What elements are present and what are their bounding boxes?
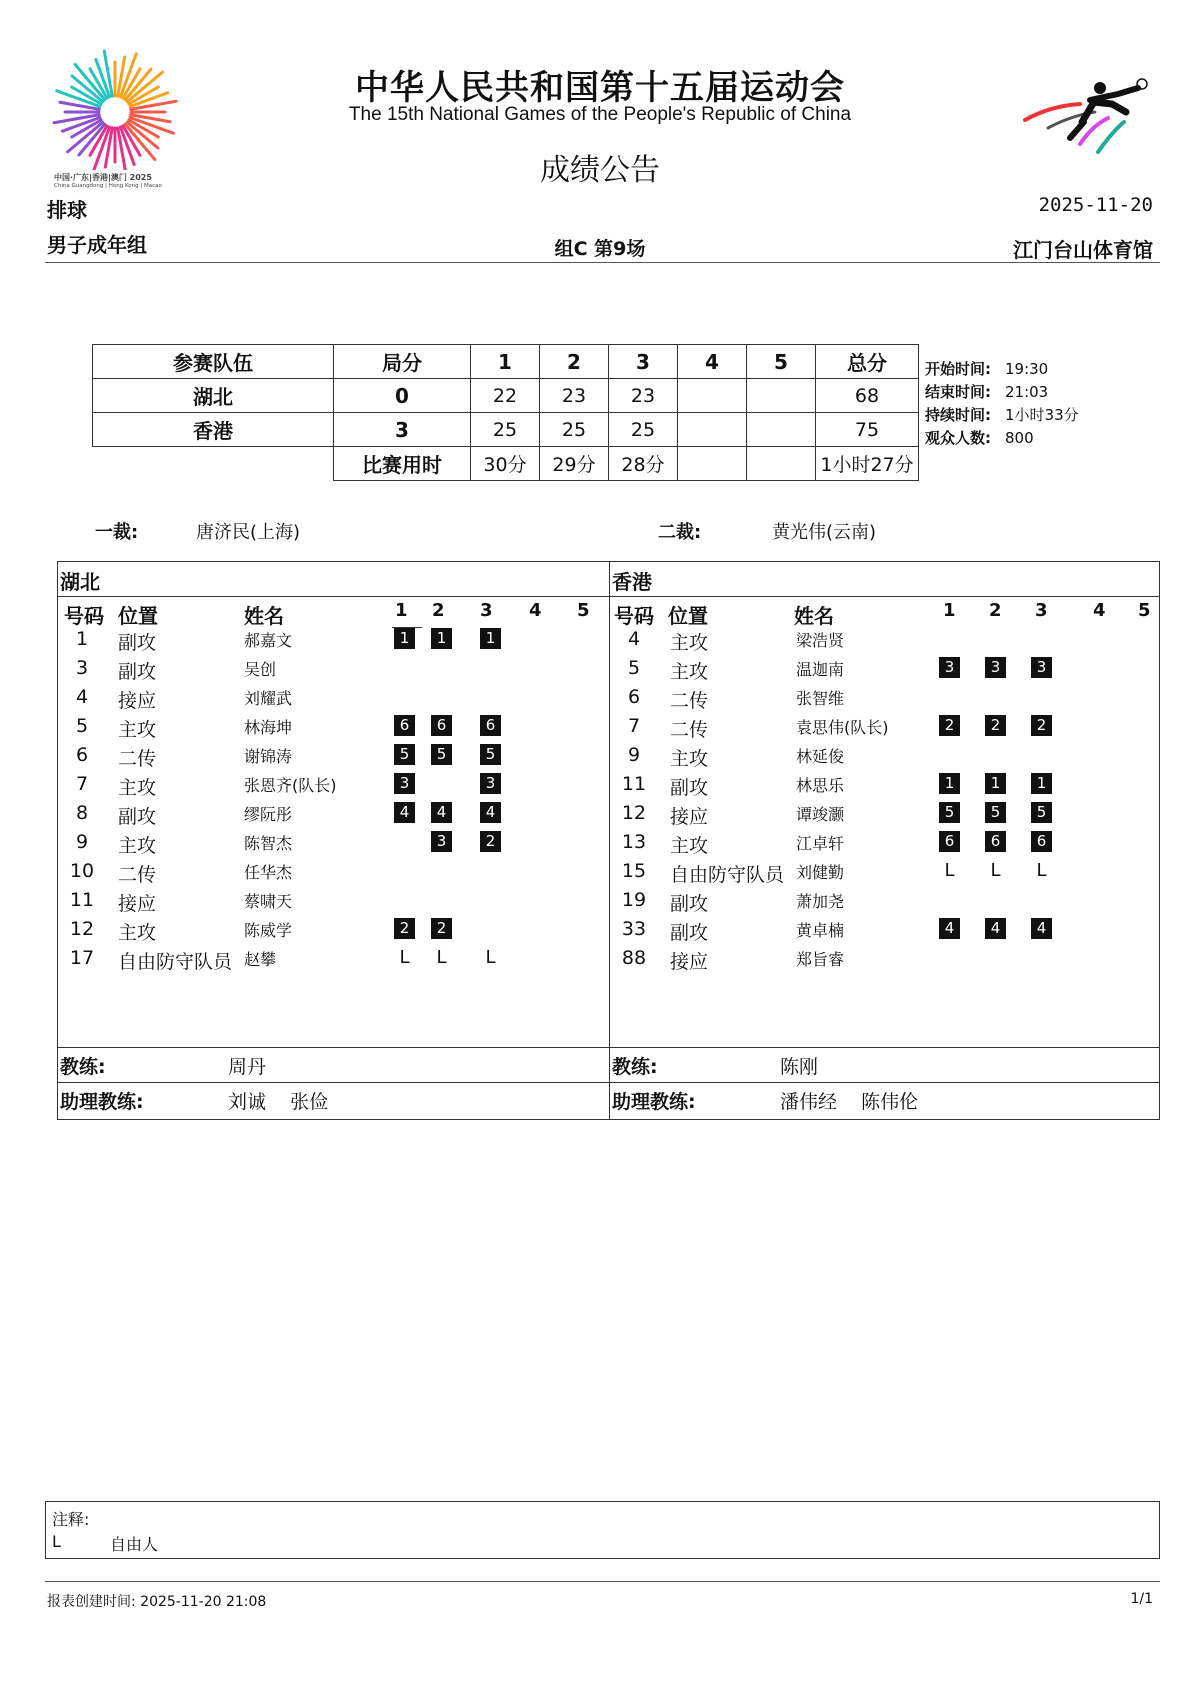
starting-position-badge: 2 [939,715,960,736]
score-row [93,379,919,413]
score-row [93,413,919,447]
coach-row [58,1048,609,1082]
player-number: 6 [627,686,641,708]
player-row [58,773,609,801]
player-position: 接应 [118,690,157,712]
set-time: 28分 [609,447,678,481]
col-set-5: 5 [577,600,590,621]
roster-divider [58,596,609,597]
page-number: 1/1 [1130,1591,1153,1607]
player-number: 5 [627,657,641,679]
starting-position-badge: 1 [431,628,452,649]
set-score: 25 [471,413,540,447]
match-time-row [93,447,919,481]
duration-label: 持续时间: [925,406,991,424]
first-referee: 唐济民(上海) [196,522,301,543]
player-position: 副攻 [118,632,157,654]
player-position: 主攻 [118,777,157,799]
player-number: 12 [621,802,647,824]
empty-cell [93,447,334,481]
player-position: 接应 [670,806,709,828]
player-name: 林延俊 [796,747,845,766]
player-position: 主攻 [118,719,157,741]
player-row [610,628,1159,656]
sets-won: 0 [334,379,471,413]
coach-label: 教练: [612,1056,658,1078]
player-position: 副攻 [670,777,709,799]
player-name: 谢锦涛 [244,747,293,766]
starting-position-badge: 1 [394,628,415,649]
set-score: 23 [609,379,678,413]
player-name: 缪阮彤 [244,805,293,824]
libero-mark: L [485,947,496,968]
total-score: 75 [816,413,919,447]
end-time-label: 结束时间: [925,383,991,401]
logo-caption-en: China Guangdong | Hong Kong | Macao [54,183,162,189]
player-number: 12 [69,918,95,940]
player-number: 4 [627,628,641,650]
player-row [58,831,609,859]
sets-won: 3 [334,413,471,447]
starting-position-badge: 3 [480,773,501,794]
player-position: 二传 [118,748,157,770]
col-set-2: 2 [989,600,1002,621]
player-position: 副攻 [670,922,709,944]
player-row [58,889,609,917]
player-name: 黄卓楠 [796,921,845,940]
notice-heading: 成绩公告 [540,153,660,188]
venue-label: 江门台山体育馆 [1013,238,1153,262]
match-date: 2025-11-20 [1038,194,1153,216]
audience [925,427,1034,448]
libero-mark: L [436,947,447,968]
report-created-time: 报表创建时间: 2025-11-20 21:08 [47,1594,267,1610]
libero-mark: L [990,860,1001,881]
score-table [92,344,919,481]
libero-mark: L [944,860,955,881]
starting-position-badge: 5 [431,744,452,765]
coach-row [610,1048,1159,1082]
starting-position-badge: 2 [394,918,415,939]
starting-position-badge: 4 [431,802,452,823]
header-set-5: 5 [747,345,816,379]
player-row [58,860,609,888]
player-row [610,889,1159,917]
starting-position-badge: 1 [939,773,960,794]
player-row [610,657,1159,685]
notes-box [45,1501,1160,1559]
player-name: 张智维 [796,689,845,708]
player-number: 11 [621,773,647,795]
starting-position-badge: 5 [985,802,1006,823]
libero-mark: L [399,947,410,968]
set-score: 23 [540,379,609,413]
starting-position-badge: 6 [985,831,1006,852]
player-position: 自由防守队员 [118,951,233,973]
player-position: 副攻 [670,893,709,915]
assistant-coach-names: 刘诚 张俭 [228,1091,329,1113]
player-name: 任华杰 [244,863,293,882]
notes-title: 注释: [52,1510,90,1529]
player-name: 林思乐 [796,776,845,795]
set-score: 25 [540,413,609,447]
page-title: 中华人民共和国第十五届运动会 [355,68,845,108]
roster-team-a [57,561,610,1120]
player-number: 7 [627,715,641,737]
player-position: 接应 [118,893,157,915]
player-position: 自由防守队员 [670,864,785,886]
total-time: 1小时27分 [816,447,919,481]
player-row [610,918,1159,946]
total-score: 68 [816,379,919,413]
second-referee: 黄光伟(云南) [772,522,877,543]
starting-position-badge: 2 [1031,715,1052,736]
player-name: 刘耀武 [244,689,293,708]
logo-caption-cn: 中国·广东|香港|澳门 2025 [54,173,152,182]
player-position: 副攻 [118,806,157,828]
coach-name: 周丹 [228,1056,267,1078]
header-set-3: 3 [609,345,678,379]
header-team: 参赛队伍 [93,345,334,379]
player-number: 88 [621,947,647,969]
sport-label: 排球 [47,198,87,222]
player-row [610,715,1159,743]
player-position: 主攻 [670,632,709,654]
audience-label: 观众人数: [925,429,991,447]
starting-position-badge: 4 [939,918,960,939]
player-row [610,773,1159,801]
first-referee-label: 一裁: [95,522,139,543]
match-time-label: 比赛用时 [334,447,471,481]
header-total: 总分 [816,345,919,379]
duration-value: 1小时33分 [1005,406,1079,424]
starting-position-badge: 4 [394,802,415,823]
player-row [58,686,609,714]
set-score: 22 [471,379,540,413]
starting-position-badge: 3 [394,773,415,794]
player-row [58,947,609,975]
notes-value: 自由人 [110,1535,159,1554]
set-score: 25 [609,413,678,447]
player-name: 袁思伟(队长) [796,718,889,737]
player-name: 林海坤 [244,718,293,737]
starting-position-badge: 5 [1031,802,1052,823]
player-row [610,947,1159,975]
roster-team-name: 香港 [612,570,652,594]
player-position: 二传 [118,864,157,886]
col-num: 号码 [64,604,104,628]
starting-position-badge: 2 [480,831,501,852]
footer-divider [45,1581,1160,1582]
player-name: 刘健勤 [796,863,845,882]
player-number: 19 [621,889,647,911]
col-num: 号码 [614,604,654,628]
set-time [678,447,747,481]
player-row [610,802,1159,830]
set-time [747,447,816,481]
starting-position-badge: 6 [431,715,452,736]
starting-position-badge: 4 [985,918,1006,939]
player-position: 主攻 [670,835,709,857]
assistant-coach-label: 助理教练: [60,1091,144,1113]
duration [925,404,1079,425]
starting-position-badge: 1 [985,773,1006,794]
player-row [58,918,609,946]
player-row [58,744,609,772]
player-number: 10 [69,860,95,882]
col-set-4: 4 [529,600,542,621]
player-number: 9 [627,744,641,766]
player-number: 8 [75,802,89,824]
header-set-4: 4 [678,345,747,379]
set-score [747,379,816,413]
category-label: 男子成年组 [47,233,147,257]
col-set-4: 4 [1093,600,1106,621]
player-name: 郑旨睿 [796,950,845,969]
col-set-1: 1 [395,600,408,621]
col-name: 姓名 [794,604,834,628]
set-score [747,413,816,447]
player-name: 陈智杰 [244,834,293,853]
player-number: 13 [621,831,647,853]
starting-position-badge: 6 [480,715,501,736]
player-name: 萧加尧 [796,892,845,911]
player-number: 3 [75,657,89,679]
starting-position-badge: 5 [480,744,501,765]
col-set-2: 2 [432,600,445,621]
player-number: 7 [75,773,89,795]
starting-position-badge: 1 [480,628,501,649]
start-time-label: 开始时间: [925,360,991,378]
starting-position-badge: 3 [1031,657,1052,678]
header-set-2: 2 [540,345,609,379]
header-sets-won: 局分 [334,345,471,379]
player-number: 33 [621,918,647,940]
col-pos: 位置 [668,604,708,628]
starting-position-badge: 1 [1031,773,1052,794]
player-position: 主攻 [670,748,709,770]
starting-position-badge: 2 [431,918,452,939]
player-name: 陈威学 [244,921,293,940]
player-row [58,715,609,743]
col-set-3: 3 [1035,600,1048,621]
starting-position-badge: 5 [939,802,960,823]
player-name: 吴创 [244,660,277,679]
player-number: 1 [75,628,89,650]
header-set-1: 1 [471,345,540,379]
player-name: 江卓轩 [796,834,845,853]
assistant-coach-row [58,1083,609,1117]
player-name: 赵攀 [244,950,277,969]
start-time [925,358,1048,379]
starting-position-badge: 3 [939,657,960,678]
player-number: 9 [75,831,89,853]
set-score [678,413,747,447]
second-referee-label: 二裁: [658,522,702,543]
player-row [610,744,1159,772]
player-number: 5 [75,715,89,737]
header-divider [45,262,1160,263]
player-name: 谭竣灏 [796,805,845,824]
end-time-value: 21:03 [1005,383,1049,401]
player-position: 接应 [670,951,709,973]
assistant-coach-label: 助理教练: [612,1091,696,1113]
coach-label: 教练: [60,1056,106,1078]
player-row [58,657,609,685]
assistant-coach-row [610,1083,1159,1117]
player-row [58,802,609,830]
player-position: 副攻 [118,661,157,683]
assistant-coach-names: 潘伟经 陈伟伦 [780,1091,919,1113]
roster-team-b [609,561,1160,1120]
player-number: 6 [75,744,89,766]
set-time: 30分 [471,447,540,481]
libero-mark: L [1036,860,1047,881]
player-name: 郝嘉文 [244,631,293,650]
col-set-5: 5 [1138,600,1151,621]
col-name: 姓名 [244,604,284,628]
player-row [610,831,1159,859]
player-name: 梁浩贤 [796,631,845,650]
roster-divider [610,596,1159,597]
player-name: 张恩齐(队长) [244,776,337,795]
page-subtitle-en: The 15th National Games of the People's Republic of China [348,104,852,125]
roster-team-name: 湖北 [60,570,100,594]
player-row [610,686,1159,714]
col-pos: 位置 [118,604,158,628]
audience-value: 800 [1005,429,1034,447]
player-position: 主攻 [118,922,157,944]
player-row [58,628,609,656]
starting-position-badge: 6 [939,831,960,852]
starting-position-badge: 3 [431,831,452,852]
player-position: 二传 [670,719,709,741]
player-position: 二传 [670,690,709,712]
team-name: 湖北 [93,379,334,413]
starting-position-badge: 2 [985,715,1006,736]
col-set-3: 3 [480,600,493,621]
player-number: 15 [621,860,647,882]
notes-key: L [52,1532,61,1551]
set-time: 29分 [540,447,609,481]
starting-position-badge: 6 [394,715,415,736]
player-position: 主攻 [670,661,709,683]
starting-position-badge: 4 [1031,918,1052,939]
team-name: 香港 [93,413,334,447]
player-name: 温迦南 [796,660,845,679]
start-time-value: 19:30 [1005,360,1049,378]
player-number: 4 [75,686,89,708]
score-header-row [93,345,919,379]
coach-name: 陈刚 [780,1056,819,1078]
player-name: 蔡啸天 [244,892,293,911]
starting-position-badge: 6 [1031,831,1052,852]
player-position: 主攻 [118,835,157,857]
col-set-1: 1 [943,600,956,621]
starting-position-badge: 3 [985,657,1006,678]
match-label: 组C 第9场 [554,238,646,260]
set-score [678,379,747,413]
end-time [925,381,1048,402]
player-number: 11 [69,889,95,911]
starting-position-badge: 4 [480,802,501,823]
player-number: 17 [69,947,95,969]
starting-position-badge: 5 [394,744,415,765]
player-row [610,860,1159,888]
